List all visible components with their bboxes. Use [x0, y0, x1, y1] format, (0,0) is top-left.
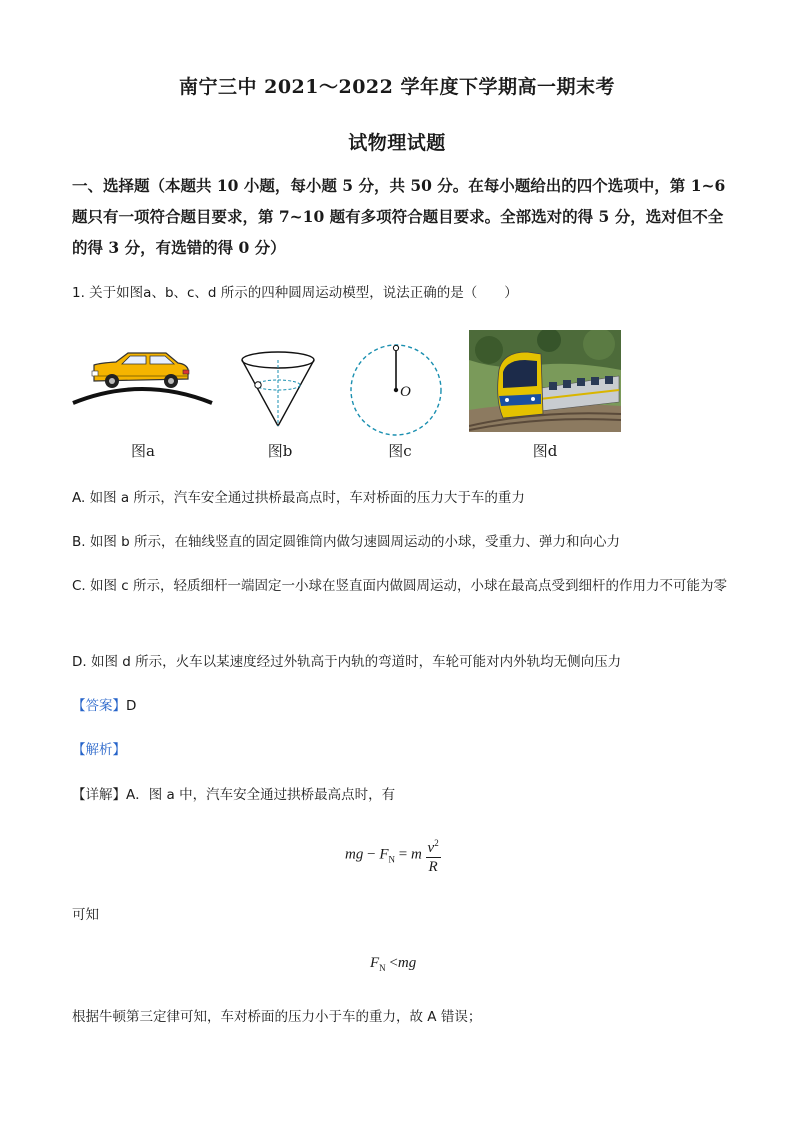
figure-c-vertical-circle — [348, 342, 444, 438]
figure-d-train-photo — [469, 330, 621, 432]
option-c: C. 如图 c 所示，轻质细杆一端固定一小球在竖直面内做圆周运动，小球在最高点受到细杆的作用力不可能为零 — [72, 578, 728, 594]
formula-1-numerator — [426, 834, 441, 858]
title-line-2: 试物理试题 — [348, 132, 446, 154]
question-1-stem: 1. 关于如图a、b、c、d 所示的四种圆周运动模型，说法正确的是（ ） — [72, 285, 518, 301]
analysis-tag: 【解析】 — [72, 742, 126, 758]
detail-line: 【详解】A．图 a 中，汽车安全通过拱桥最高点时，有 — [72, 787, 396, 803]
formula-2-less-than: < — [389, 955, 398, 971]
conclusion-line: 根据牛顿第三定律可知，车对桥面的压力小于车的重力，故 A 错误； — [72, 1009, 482, 1025]
formula-1-fraction — [426, 834, 441, 876]
formula-1-mg: mg — [345, 846, 364, 863]
figure-a-label: 图a — [131, 442, 155, 460]
formula-1-R: R — [428, 859, 438, 875]
formula-1-minus: − — [367, 846, 376, 863]
title-line-1: 南宁三中 2021～2022 学年度下学期高一期末考 — [179, 76, 615, 98]
formula-2-F: F — [370, 955, 380, 971]
figure-b-cone — [238, 350, 318, 430]
answer-tag: 【答案】 — [72, 698, 126, 714]
formula-1 — [345, 834, 441, 876]
answer-line — [72, 691, 727, 721]
figure-c-label: 图c — [388, 442, 412, 460]
option-b: B. 如图 b 所示，在轴线竖直的固定圆锥筒内做匀速圆周运动的小球，受重力、弹力和向心力 — [72, 534, 620, 550]
formula-1-equals: = — [398, 846, 408, 863]
formula-1-F: F — [379, 846, 389, 863]
figure-b-label: 图b — [267, 442, 293, 460]
formula-2-mg: mg — [397, 955, 417, 971]
option-a: A. 如图 a 所示，汽车安全通过拱桥最高点时，车对桥面的压力大于车的重力 — [72, 490, 525, 506]
kezhi-line: 可知 — [72, 907, 99, 923]
formula-1-sub-N: N — [388, 854, 395, 865]
section-heading: 一、选择题（本题共 10 小题，每小题 5 分，共 50 分。在每小题给出的四个选项中，第 1~6 题只有一项符合题目要求，第 7~10 题有多项符合题目要求。全部选对的得 5 分，选对但不全的得 3 分，有选错的得 0 分） — [72, 176, 726, 257]
figure-a-car-on-bridge — [70, 345, 215, 407]
formula-2-sub-N: N — [379, 963, 386, 973]
option-d: D. 如图 d 所示，火车以某速度经过外轨高于内轨的弯道时，车轮可能对内外轨均无侧向压力 — [72, 654, 622, 670]
answer-value: D — [126, 698, 137, 714]
figure-c-center-point: O — [400, 384, 411, 400]
formula-1-sup-2: 2 — [434, 838, 439, 848]
formula-2 — [370, 955, 416, 973]
formula-1-v: v — [427, 840, 435, 856]
figure-d-label: 图d — [532, 442, 558, 460]
formula-1-m: m — [410, 846, 422, 863]
